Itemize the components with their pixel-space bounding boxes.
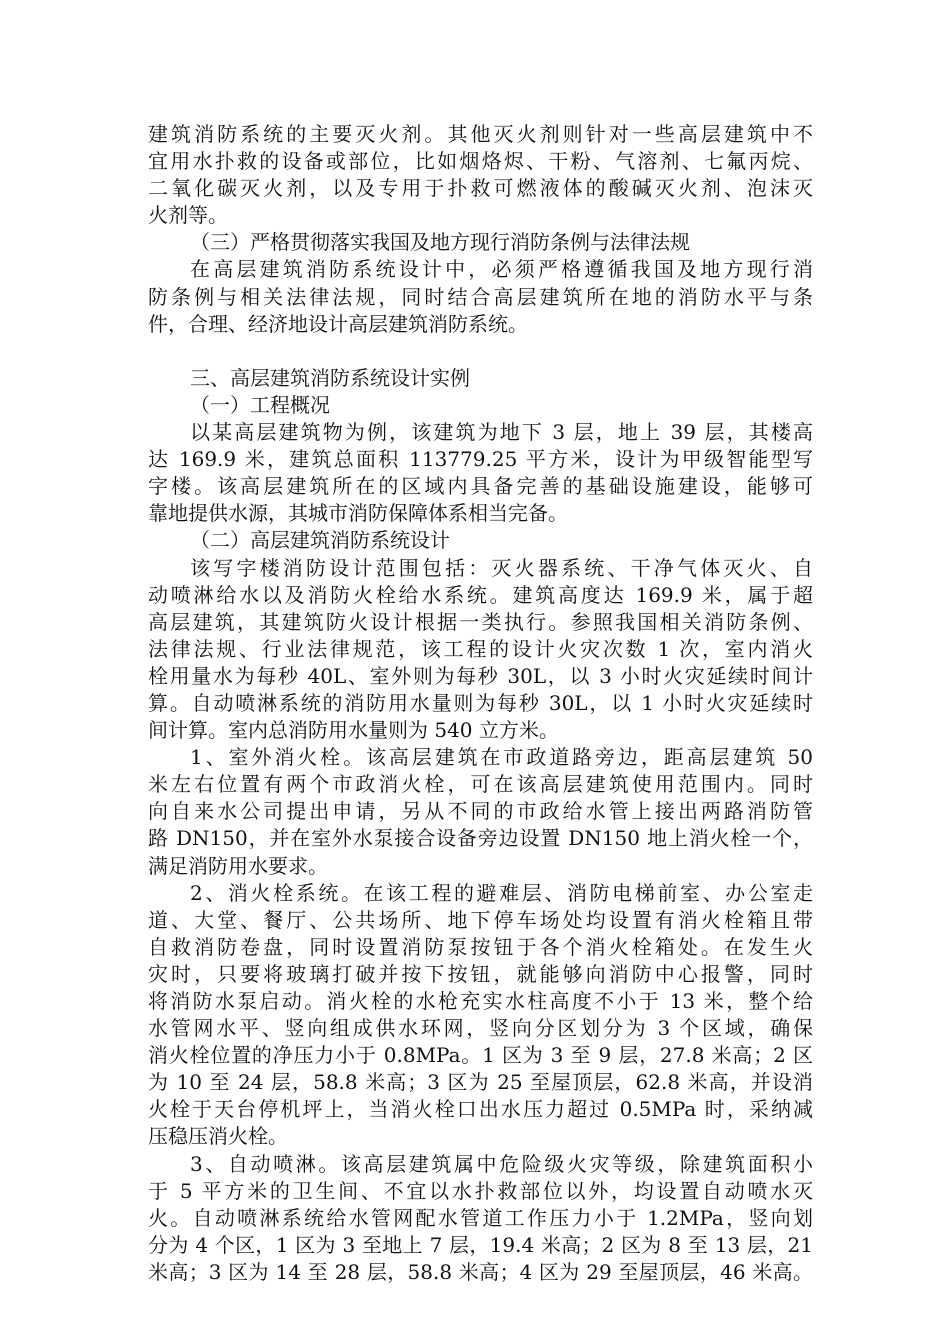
text-line: 米高；3 区为 14 至 28 层，58.8 米高；4 区为 29 至屋顶层，46 米高。 [148, 1259, 813, 1284]
text-line: 道、大堂、餐厅、公共场所、地下停车场处均设置有消火栓箱且带 [148, 907, 813, 932]
text-line: 将消防水泵启动。消火栓的水枪充实水柱高度不小于 13 米，整个给 [148, 989, 813, 1013]
text-line: 字楼。该高层建筑所在的区域内具备完善的基础设施建设，能够可 [148, 474, 813, 499]
text-line: 水管网水平、竖向组成供水环网，竖向分区划分为 3 个区域，确保 [148, 1016, 813, 1041]
text-line: （二）高层建筑消防系统设计 [190, 528, 450, 553]
text-line: （三）严格贯彻落实我国及地方现行消防条例与法律法规 [190, 230, 690, 255]
text-line: 在高层建筑消防系统设计中，必须严格遵循我国及地方现行消 [190, 257, 813, 282]
text-line: 间计算。室内总消防用水量则为 540 立方米。 [148, 718, 559, 743]
text-line: 该写字楼消防设计范围包括：灭火器系统、干净气体灭火、自 [190, 555, 813, 580]
text-line: 米左右位置有两个市政消火栓，可在该高层建筑使用范围内。同时 [148, 772, 813, 797]
text-line: 1、室外消火栓。该高层建筑在市政道路旁边，距高层建筑 50 [190, 745, 813, 770]
text-line: 宜用水扑救的设备或部位，比如烟烙烬、干粉、气溶剂、七氟丙烷、 [148, 149, 813, 174]
text-line: 火剂等。 [148, 203, 228, 228]
text-line: 火栓于天台停机坪上，当消火栓口出水压力超过 0.5MPa 时，采纳减 [148, 1097, 813, 1122]
text-line: （一）工程概况 [190, 392, 330, 417]
text-line: 满足消防用水要求。 [148, 853, 328, 878]
text-line: 动喷淋给水以及消防火栓给水系统。建筑高度达 169.9 米，属于超 [148, 582, 813, 607]
text-line: 法律法规、行业法律规范，该工程的设计火灾次数 1 次，室内消火 [148, 636, 813, 661]
text-line: 二氧化碳灭火剂，以及专用于扑救可燃液体的酸碱灭火剂、泡沫灭 [148, 176, 813, 201]
text-line: 靠地提供水源，其城市消防保障体系相当完备。 [148, 501, 568, 526]
text-line: 消火栓位置的净压力小于 0.8MPa。1 区为 3 至 9 层，27.8 米高；2 区 [148, 1043, 813, 1068]
text-line: 压稳压消火栓。 [148, 1124, 288, 1149]
text-line: 高层建筑，其建筑防火设计根据一类执行。参照我国相关消防条例、 [148, 609, 813, 634]
text-line: 向自来水公司提出申请，另从不同的市政给水管上接出两路消防管 [148, 799, 813, 824]
text-line: 建筑消防系统的主要灭火剂。其他灭火剂则针对一些高层建筑中不 [148, 122, 813, 146]
text-line: 达 169.9 米，建筑总面积 113779.25 平方米，设计为甲级智能型写 [148, 447, 813, 472]
text-line: 3、自动喷淋。该高层建筑属中危险级火灾等级，除建筑面积小 [190, 1151, 813, 1176]
text-line: 以某高层建筑物为例，该建筑为地下 3 层，地上 39 层，其楼高 [190, 420, 813, 445]
blank-line [148, 338, 813, 365]
text-line: 灾时，只要将玻璃打破并按下按钮，就能够向消防中心报警，同时 [148, 961, 813, 986]
text-line: 件，合理、经济地设计高层建筑消防系统。 [148, 311, 528, 336]
text-line: 2、消火栓系统。在该工程的避难层、消防电梯前室、办公室走 [190, 880, 813, 905]
document-body [148, 121, 813, 1286]
text-line: 于 5 平方米的卫生间、不宜以水扑救部位以外，均设置自动喷水灭 [148, 1178, 813, 1203]
text-line: 防条例与相关法律法规，同时结合高层建筑所在地的消防水平与条 [148, 284, 813, 309]
text-line: 自救消防卷盘，同时设置消防泵按钮于各个消火栓箱处。在发生火 [148, 934, 813, 959]
text-line: 三、高层建筑消防系统设计实例 [190, 365, 470, 390]
text-line: 栓用量水为每秒 40L、室外则为每秒 30L，以 3 小时火灾延续时间计 [148, 663, 813, 688]
text-line: 为 10 至 24 层，58.8 米高；3 区为 25 至屋顶层，62.8 米高，并设消 [148, 1070, 813, 1095]
text-line: 路 DN150，并在室外水泵接合设备旁边设置 DN150 地上消火栓一个， [148, 826, 813, 851]
text-line: 算。自动喷淋系统的消防用水量则为每秒 30L，以 1 小时火灾延续时 [148, 690, 813, 715]
text-line: 火。自动喷淋系统给水管网配水管道工作压力小于 1.2MPa，竖向划 [148, 1205, 813, 1230]
text-line: 分为 4 个区，1 区为 3 至地上 7 层，19.4 米高；2 区为 8 至 13 层，21 [148, 1232, 813, 1257]
